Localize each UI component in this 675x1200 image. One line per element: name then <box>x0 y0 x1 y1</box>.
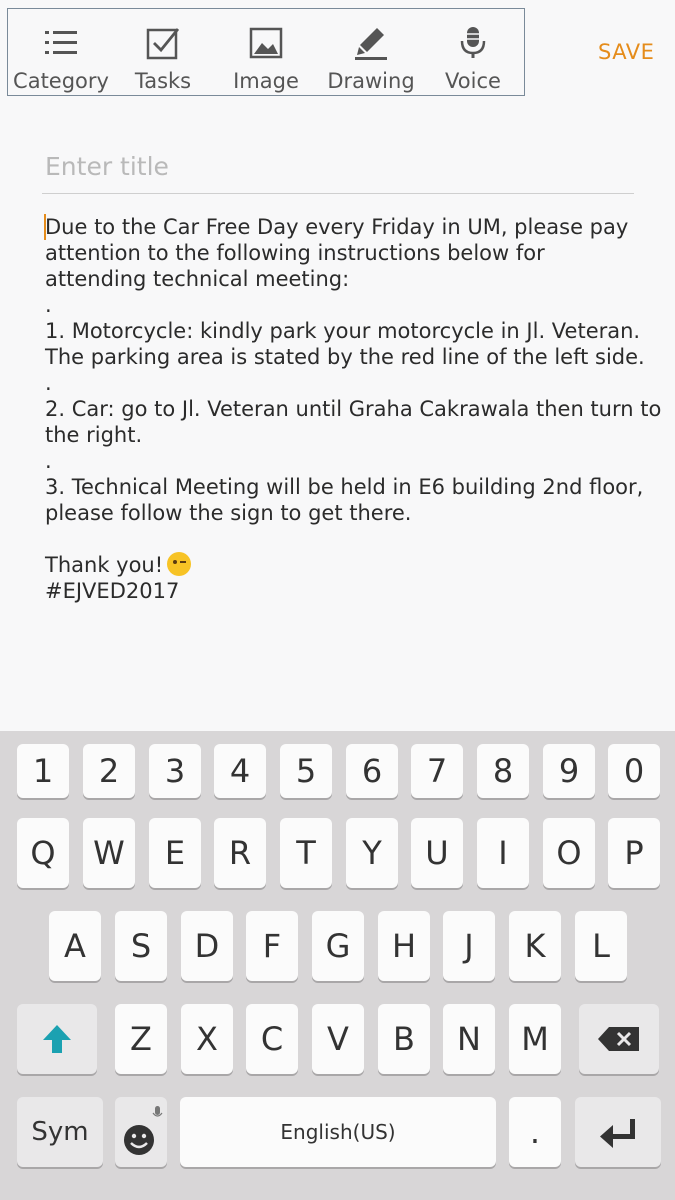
key-4[interactable]: 4 <box>214 744 266 798</box>
note-toolbar <box>7 8 525 96</box>
body-line: attending technical meeting: <box>45 267 350 291</box>
key-6[interactable]: 6 <box>346 744 398 798</box>
emoji-key[interactable] <box>115 1097 167 1167</box>
image-icon <box>246 23 286 63</box>
shift-arrow-icon <box>41 1023 73 1055</box>
body-line: the right. <box>45 423 143 447</box>
key-c[interactable]: C <box>246 1004 298 1074</box>
body-line: The parking area is stated by the red line of the left side. <box>45 345 645 369</box>
key-2[interactable]: 2 <box>83 744 135 798</box>
key-5[interactable]: 5 <box>280 744 332 798</box>
key-e[interactable]: E <box>149 818 201 888</box>
key-q[interactable]: Q <box>17 818 69 888</box>
category-button[interactable] <box>8 9 114 95</box>
body-line: . <box>45 371 52 395</box>
drawing-label: Drawing <box>327 69 415 93</box>
enter-icon <box>598 1116 638 1148</box>
tasks-label: Tasks <box>134 69 192 93</box>
key-k[interactable]: K <box>509 911 561 981</box>
key-z[interactable]: Z <box>115 1004 167 1074</box>
key-1[interactable]: 1 <box>17 744 69 798</box>
body-line: 1. Motorcycle: kindly park your motorcycle in Jl. Veteran. <box>45 319 641 343</box>
key-9[interactable]: 9 <box>543 744 595 798</box>
key-p[interactable]: P <box>608 818 660 888</box>
key-v[interactable]: V <box>312 1004 364 1074</box>
thanks-text: Thank you! <box>45 553 164 577</box>
body-line <box>45 526 645 552</box>
category-label: Category <box>13 69 109 93</box>
title-input[interactable] <box>42 140 634 194</box>
key-d[interactable]: D <box>181 911 233 981</box>
key-s[interactable]: S <box>115 911 167 981</box>
body-line: #EJVED2017 <box>45 579 180 603</box>
voice-label: Voice <box>445 69 501 93</box>
key-m[interactable]: M <box>509 1004 561 1074</box>
smiley-icon <box>119 1104 163 1160</box>
key-u[interactable]: U <box>411 818 463 888</box>
drawing-button[interactable] <box>320 9 422 95</box>
key-7[interactable]: 7 <box>411 744 463 798</box>
key-b[interactable]: B <box>378 1004 430 1074</box>
body-line-thanks <box>45 552 645 578</box>
key-n[interactable]: N <box>443 1004 495 1074</box>
backspace-icon <box>597 1026 641 1052</box>
body-line: . <box>45 293 52 317</box>
key-8[interactable]: 8 <box>477 744 529 798</box>
key-r[interactable]: R <box>214 818 266 888</box>
key-3[interactable]: 3 <box>149 744 201 798</box>
space-key[interactable] <box>180 1097 496 1167</box>
backspace-key[interactable] <box>579 1004 659 1074</box>
body-line: 3. Technical Meeting will be held in E6 building 2nd floor, <box>45 475 644 499</box>
shift-key[interactable] <box>17 1004 97 1074</box>
key-w[interactable]: W <box>83 818 135 888</box>
keyboard <box>0 731 675 1200</box>
period-key[interactable]: . <box>509 1097 561 1167</box>
body-line: please follow the sign to get there. <box>45 501 412 525</box>
key-i[interactable]: I <box>477 818 529 888</box>
checkbox-icon <box>143 23 183 63</box>
key-t[interactable]: T <box>280 818 332 888</box>
body-line: attention to the following instructions below for <box>45 241 545 265</box>
image-label: Image <box>233 69 299 93</box>
key-0[interactable]: 0 <box>608 744 660 798</box>
tasks-button[interactable] <box>114 9 212 95</box>
enter-key[interactable] <box>575 1097 661 1167</box>
body-line: . <box>45 449 52 473</box>
key-x[interactable]: X <box>181 1004 233 1074</box>
key-a[interactable]: A <box>49 911 101 981</box>
sym-key[interactable] <box>17 1097 103 1167</box>
pen-icon <box>351 23 391 63</box>
key-f[interactable]: F <box>246 911 298 981</box>
key-h[interactable]: H <box>378 911 430 981</box>
sym-label: Sym <box>31 1117 89 1147</box>
note-body[interactable] <box>45 214 662 604</box>
list-icon <box>41 23 81 63</box>
key-g[interactable]: G <box>312 911 364 981</box>
key-l[interactable]: L <box>575 911 627 981</box>
microphone-icon <box>453 23 493 63</box>
body-line: 2. Car: go to Jl. Veteran until Graha Cakrawala then turn to <box>45 397 662 421</box>
key-o[interactable]: O <box>543 818 595 888</box>
key-y[interactable]: Y <box>346 818 398 888</box>
space-label: English(US) <box>280 1120 396 1144</box>
winking-face-icon <box>167 552 191 576</box>
voice-button[interactable] <box>422 9 524 95</box>
save-button[interactable]: SAVE <box>598 40 655 64</box>
key-j[interactable]: J <box>443 911 495 981</box>
body-line: Due to the Car Free Day every Friday in UM, please pay <box>45 215 629 239</box>
image-button[interactable] <box>212 9 320 95</box>
